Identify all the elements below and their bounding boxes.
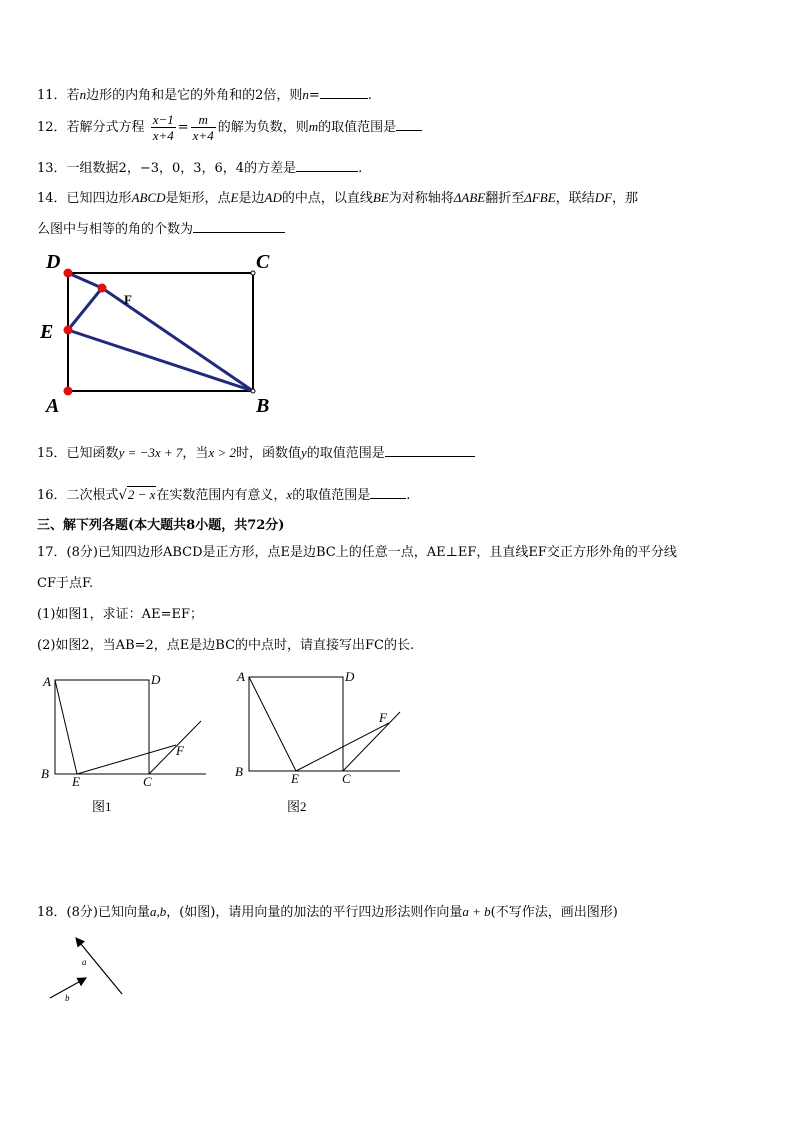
point-f: [98, 284, 107, 293]
label-a: A: [237, 669, 245, 684]
question-14: 14．已知四边形ABCD是矩形，点E是边AD的中点，以直线BE为对称轴将ΔABE翻折至ΔFBE，联结DF，那: [37, 190, 639, 206]
answer-blank[interactable]: [320, 86, 368, 99]
fraction-left: $\frac{x-1}{x+4}$: [152, 112, 174, 143]
label-b: B: [41, 766, 49, 781]
sqrt-expression: √2 − x: [118, 487, 156, 503]
label-e: E: [40, 321, 54, 343]
label-d: D: [151, 672, 161, 687]
question-12: 12．若解分式方程 $\frac{x-1}{x+4}$ = $\frac{m}{x+4}$ 的解为负数，则m的取值范围是: [37, 112, 422, 143]
answer-blank[interactable]: [385, 444, 475, 457]
answer-blank[interactable]: [296, 159, 358, 172]
caption: 图2: [287, 799, 307, 814]
label-vector-a: a: [82, 957, 87, 967]
label-vector-b: b: [65, 993, 70, 1003]
point-e: [64, 326, 73, 335]
bisector-cf: [343, 712, 400, 771]
label-a: A: [46, 395, 60, 417]
label-c: C: [256, 251, 270, 273]
label-e: E: [291, 771, 299, 786]
question-18: 18．(8分)已知向量a,b，(如图)，请用向量的加法的平行四边形法则作向量a + b(不写作法，画出图形): [37, 904, 618, 920]
segment-ef: [77, 745, 176, 774]
question-17-part2: (2)如图2，当AB=2，点E是边BC的中点时，请直接写出FC的长.: [37, 638, 415, 653]
segment-ae: [55, 680, 77, 774]
figure-rectangle-abcd: [36, 246, 276, 418]
question-15: 15．已知函数y = −3x + 7，当x > 2时，函数值y的取值范围是: [37, 442, 475, 461]
question-14-line2: 么图中与相等的角的个数为: [37, 218, 285, 237]
label-b: B: [235, 764, 243, 779]
segment-ef: [68, 288, 102, 330]
answer-blank[interactable]: [193, 220, 285, 233]
question-16: 16．二次根式√2 − x在实数范围内有意义，x的取值范围是 .: [37, 487, 411, 503]
label-b: B: [256, 395, 270, 417]
question-13: 13．一组数据2，−3，0，3，6，4的方差是 .: [37, 161, 363, 176]
label-f: F: [124, 292, 132, 307]
segment-df: [68, 273, 102, 288]
caption: 图1: [92, 799, 112, 814]
square-abcd: [249, 677, 343, 771]
point-a: [64, 387, 73, 396]
point-d: [64, 269, 73, 278]
question-17-line1: 17．(8分)已知四边形ABCD是正方形，点E是边BC上的任意一点，AE⊥EF，且直线EF交正方形外角的平分线: [37, 545, 677, 560]
answer-blank[interactable]: [396, 118, 422, 131]
segment-eb: [68, 330, 253, 391]
question-11: 11．若n边形的内角和是它的外角和的2倍，则n= .: [37, 87, 372, 103]
fraction-right: $\frac{m}{x+4}$: [192, 112, 214, 143]
point-c: [251, 271, 255, 275]
question-17-line2: CF于点F.: [37, 576, 94, 591]
segment-ae: [249, 677, 296, 771]
figure-17-1: [36, 668, 216, 818]
label-c: C: [143, 774, 152, 789]
point-b: [251, 389, 255, 393]
label-c: C: [342, 771, 351, 786]
figure-17-2: [230, 665, 410, 820]
label-d: D: [46, 251, 61, 273]
label-d: D: [345, 669, 355, 684]
bisector-cf: [149, 721, 201, 774]
question-17-part1: (1)如图1，求证：AE=EF；: [37, 607, 203, 622]
label-e: E: [72, 774, 80, 789]
square-abcd: [55, 680, 149, 774]
section-header: 三、解下列各题(本大题共8小题，共72分): [37, 518, 285, 533]
label-f: F: [379, 710, 387, 725]
answer-blank[interactable]: [370, 486, 406, 499]
label-a: A: [43, 674, 51, 689]
label-f: F: [176, 743, 184, 758]
figure-vectors: [40, 928, 140, 1008]
